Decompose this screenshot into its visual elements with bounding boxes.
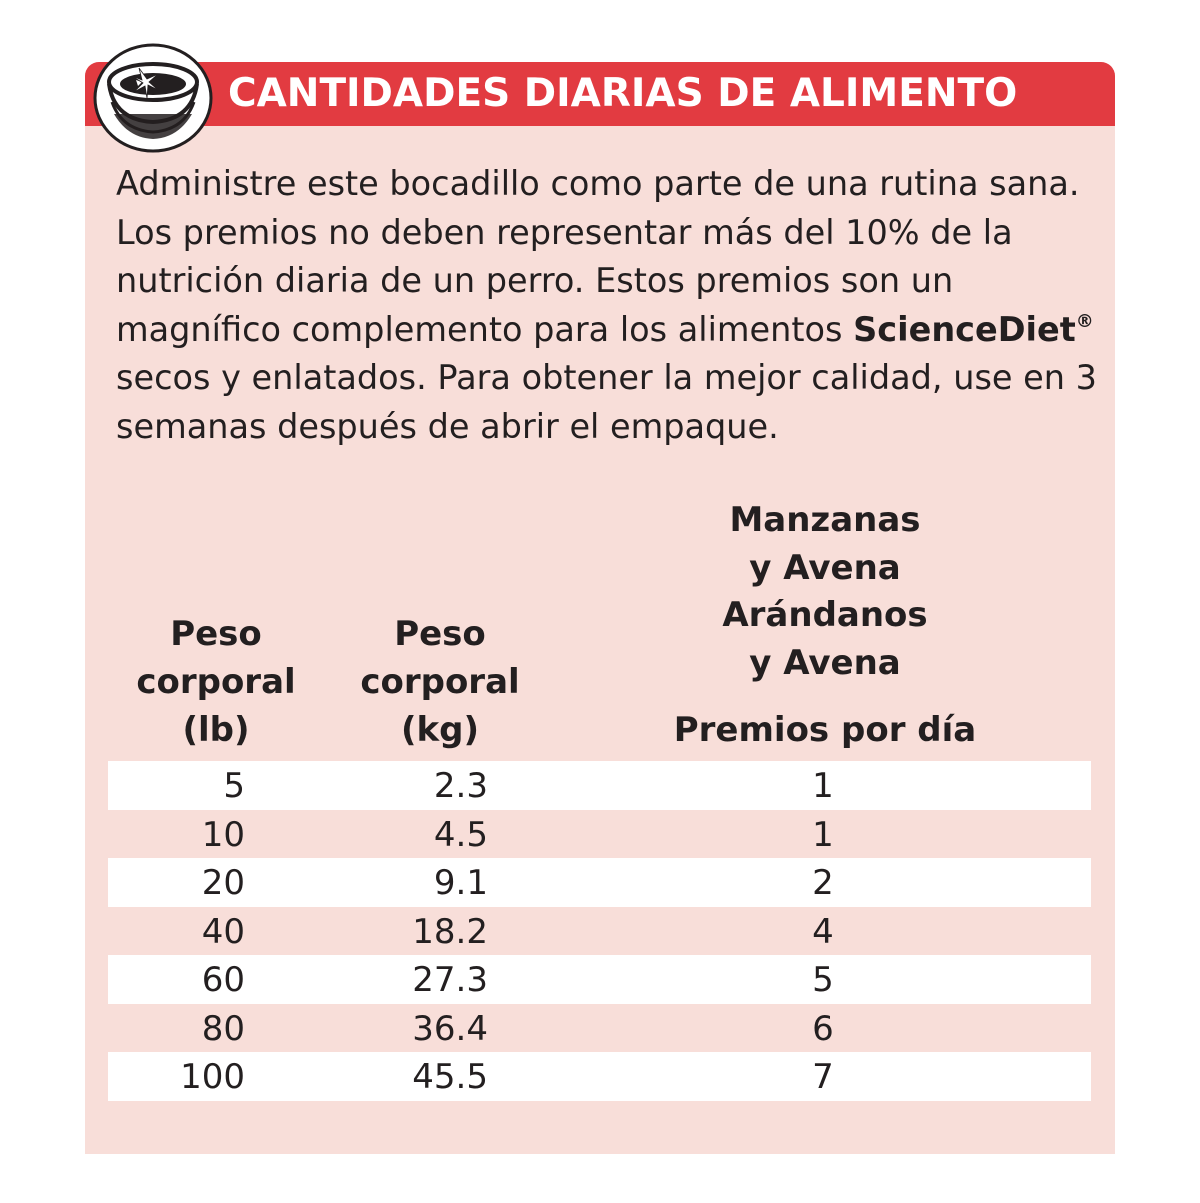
- header-line: (kg): [400, 710, 480, 750]
- header-line: corporal: [360, 662, 520, 702]
- dog-bowl-icon: [92, 42, 214, 154]
- column-header-weight-kg: [340, 610, 540, 754]
- cell-weight-kg: 45.5: [412, 1057, 488, 1097]
- table-row: [108, 1052, 1091, 1101]
- column-header-weight-lb: [116, 610, 316, 754]
- brand-name: [853, 310, 1094, 349]
- table-row: [108, 858, 1091, 907]
- intro-text-2: secos y enlatados. Para obtener la mejor calidad, use en 3 semanas después de abrir el empaque.: [116, 358, 1097, 446]
- table-row: [108, 955, 1091, 1004]
- brand-mark: ®: [1075, 310, 1094, 332]
- cell-weight-kg: 18.2: [412, 911, 488, 952]
- table-row: [108, 761, 1091, 810]
- column-header-flavors: [620, 496, 1030, 686]
- cell-weight-lb: 60: [201, 960, 245, 1000]
- cell-treats: 7: [812, 1057, 834, 1097]
- header-line: Manzanas: [729, 500, 921, 540]
- header-title: CANTIDADES DIARIAS DE ALIMENTO: [228, 71, 1018, 116]
- header-line: Peso: [394, 614, 486, 654]
- intro-text-1: Administre este bocadillo como parte de una rutina sana. Los premios no deben representar más del 10% de la nutrición diaria de un perro. Estos premios son un magnífico complemento para los alimentos: [116, 164, 1080, 349]
- cell-weight-kg: 4.5: [433, 814, 488, 855]
- cell-weight-lb: 5: [223, 766, 245, 806]
- header-line: y Avena: [749, 642, 901, 683]
- cell-treats: 1: [812, 766, 834, 806]
- cell-treats: 2: [812, 863, 834, 903]
- header-line: Peso: [170, 614, 262, 654]
- header-line: corporal: [136, 662, 296, 702]
- cell-weight-lb: 20: [201, 863, 245, 903]
- cell-weight-lb: 80: [201, 1008, 245, 1049]
- cell-weight-lb: 40: [201, 911, 245, 952]
- cell-weight-lb: 100: [180, 1057, 245, 1097]
- feeding-table: [108, 761, 1091, 1101]
- header-line: (lb): [182, 710, 250, 750]
- header-line: Arándanos: [722, 595, 928, 635]
- cell-treats: 4: [812, 911, 834, 952]
- table-row: [108, 1004, 1091, 1053]
- cell-weight-kg: 2.3: [433, 766, 488, 806]
- cell-weight-kg: 27.3: [412, 960, 488, 1000]
- intro-paragraph: [116, 160, 1106, 451]
- brand-text: ScienceDiet: [853, 309, 1076, 349]
- column-header-treats-per-day: Premios por día: [673, 710, 977, 750]
- cell-treats: 1: [812, 814, 834, 855]
- cell-weight-lb: 10: [201, 814, 245, 855]
- table-row: [108, 907, 1091, 956]
- cell-weight-kg: 36.4: [412, 1008, 488, 1049]
- cell-treats: 6: [812, 1008, 834, 1049]
- cell-treats: 5: [812, 960, 834, 1000]
- table-row: [108, 810, 1091, 859]
- cell-weight-kg: 9.1: [433, 863, 488, 903]
- header-line: y Avena: [749, 547, 901, 588]
